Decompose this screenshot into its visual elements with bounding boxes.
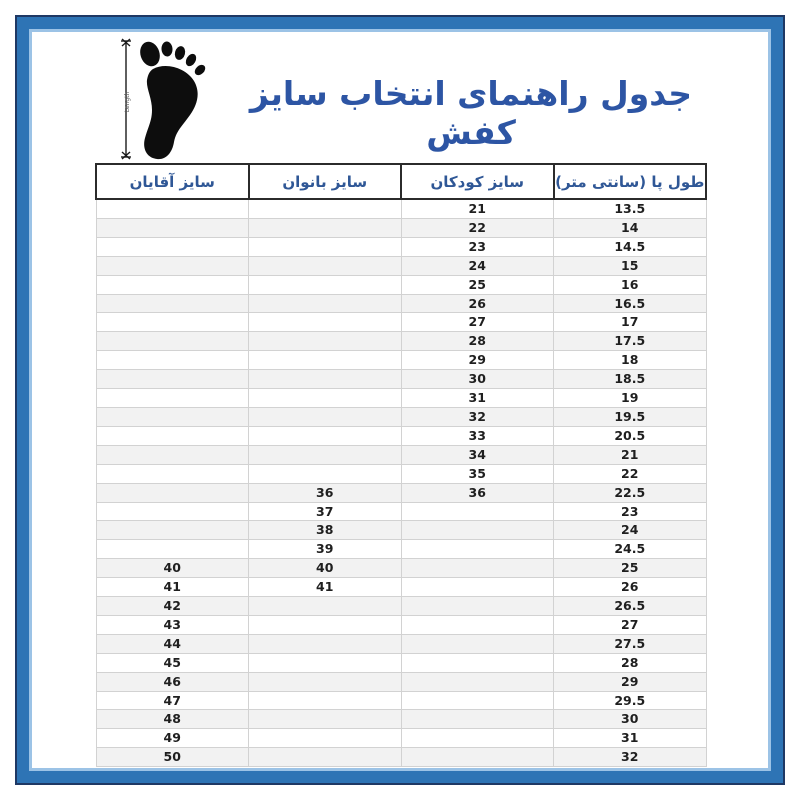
column-header-women-size: سایز بانوان bbox=[249, 164, 402, 199]
cell-men-size bbox=[96, 218, 249, 237]
table-row bbox=[96, 521, 706, 540]
cell-foot-length-cm: 21 bbox=[554, 445, 707, 464]
cell-women-size bbox=[249, 615, 402, 634]
table-row bbox=[96, 559, 706, 578]
table-row bbox=[96, 540, 706, 559]
cell-men-size bbox=[96, 199, 249, 218]
cell-women-size bbox=[249, 407, 402, 426]
cell-women-size bbox=[249, 691, 402, 710]
cell-kids-size: 33 bbox=[401, 426, 554, 445]
cell-women-size bbox=[249, 218, 402, 237]
cell-men-size bbox=[96, 502, 249, 521]
length-label: Length bbox=[124, 91, 131, 113]
table-row bbox=[96, 426, 706, 445]
cell-foot-length-cm: 18 bbox=[554, 351, 707, 370]
cell-women-size bbox=[249, 653, 402, 672]
cell-men-size bbox=[96, 521, 249, 540]
cell-women-size bbox=[249, 597, 402, 616]
cell-foot-length-cm: 23 bbox=[554, 502, 707, 521]
cell-women-size bbox=[249, 634, 402, 653]
table-row bbox=[96, 199, 706, 218]
cell-women-size: 37 bbox=[249, 502, 402, 521]
cell-foot-length-cm: 16.5 bbox=[554, 294, 707, 313]
cell-foot-length-cm: 13.5 bbox=[554, 199, 707, 218]
cell-women-size bbox=[249, 464, 402, 483]
cell-men-size bbox=[96, 445, 249, 464]
cell-men-size: 49 bbox=[96, 729, 249, 748]
cell-kids-size: 32 bbox=[401, 407, 554, 426]
cell-kids-size: 24 bbox=[401, 256, 554, 275]
cell-men-size bbox=[96, 370, 249, 389]
cell-women-size bbox=[249, 313, 402, 332]
cell-women-size bbox=[249, 445, 402, 464]
table-row bbox=[96, 578, 706, 597]
cell-men-size bbox=[96, 483, 249, 502]
table-row bbox=[96, 729, 706, 748]
cell-foot-length-cm: 19 bbox=[554, 389, 707, 408]
table-row bbox=[96, 502, 706, 521]
table-row bbox=[96, 294, 706, 313]
cell-men-size bbox=[96, 275, 249, 294]
cell-men-size: 42 bbox=[96, 597, 249, 616]
cell-men-size: 47 bbox=[96, 691, 249, 710]
cell-kids-size bbox=[401, 559, 554, 578]
table-header-row bbox=[96, 164, 706, 199]
cell-men-size bbox=[96, 237, 249, 256]
cell-foot-length-cm: 14.5 bbox=[554, 237, 707, 256]
cell-men-size bbox=[96, 426, 249, 445]
cell-kids-size bbox=[401, 578, 554, 597]
frame-blue-band bbox=[17, 17, 783, 783]
cell-foot-length-cm: 25 bbox=[554, 559, 707, 578]
cell-kids-size: 30 bbox=[401, 370, 554, 389]
table-head bbox=[96, 164, 706, 199]
cell-kids-size bbox=[401, 729, 554, 748]
cell-kids-size: 22 bbox=[401, 218, 554, 237]
cell-foot-length-cm: 31 bbox=[554, 729, 707, 748]
cell-foot-length-cm: 28 bbox=[554, 653, 707, 672]
cell-men-size bbox=[96, 294, 249, 313]
cell-kids-size bbox=[401, 653, 554, 672]
cell-men-size: 46 bbox=[96, 672, 249, 691]
content-area bbox=[32, 32, 768, 768]
column-header-foot-length-cm: طول پا (سانتی متر) bbox=[554, 164, 707, 199]
cell-men-size: 48 bbox=[96, 710, 249, 729]
column-header-men-size: سایز آقایان bbox=[96, 164, 249, 199]
cell-kids-size bbox=[401, 540, 554, 559]
cell-foot-length-cm: 24.5 bbox=[554, 540, 707, 559]
cell-women-size bbox=[249, 332, 402, 351]
table-row bbox=[96, 653, 706, 672]
cell-women-size: 36 bbox=[249, 483, 402, 502]
column-header-kids-size: سایز کودکان bbox=[401, 164, 554, 199]
cell-men-size bbox=[96, 407, 249, 426]
table-body bbox=[96, 199, 706, 767]
table-row bbox=[96, 672, 706, 691]
table-row bbox=[96, 445, 706, 464]
cell-kids-size bbox=[401, 672, 554, 691]
cell-men-size bbox=[96, 313, 249, 332]
cell-women-size bbox=[249, 426, 402, 445]
cell-women-size bbox=[249, 748, 402, 767]
cell-foot-length-cm: 19.5 bbox=[554, 407, 707, 426]
cell-kids-size: 34 bbox=[401, 445, 554, 464]
cell-women-size bbox=[249, 351, 402, 370]
cell-foot-length-cm: 24 bbox=[554, 521, 707, 540]
cell-foot-length-cm: 22.5 bbox=[554, 483, 707, 502]
cell-men-size: 44 bbox=[96, 634, 249, 653]
cell-women-size bbox=[249, 294, 402, 313]
cell-kids-size: 27 bbox=[401, 313, 554, 332]
cell-kids-size: 25 bbox=[401, 275, 554, 294]
footprint-icon bbox=[137, 39, 207, 159]
table-row bbox=[96, 407, 706, 426]
cell-men-size: 45 bbox=[96, 653, 249, 672]
cell-foot-length-cm: 22 bbox=[554, 464, 707, 483]
table-row bbox=[96, 710, 706, 729]
cell-women-size bbox=[249, 729, 402, 748]
cell-kids-size bbox=[401, 521, 554, 540]
table-row bbox=[96, 464, 706, 483]
cell-men-size bbox=[96, 389, 249, 408]
cell-foot-length-cm: 32 bbox=[554, 748, 707, 767]
decorative-frame bbox=[15, 15, 785, 785]
table-row bbox=[96, 483, 706, 502]
cell-kids-size bbox=[401, 710, 554, 729]
table-row bbox=[96, 218, 706, 237]
table-row bbox=[96, 332, 706, 351]
cell-foot-length-cm: 29 bbox=[554, 672, 707, 691]
cell-kids-size bbox=[401, 634, 554, 653]
cell-kids-size bbox=[401, 615, 554, 634]
cell-women-size bbox=[249, 199, 402, 218]
cell-foot-length-cm: 27 bbox=[554, 615, 707, 634]
cell-men-size bbox=[96, 256, 249, 275]
cell-kids-size: 29 bbox=[401, 351, 554, 370]
table-row bbox=[96, 615, 706, 634]
cell-men-size: 50 bbox=[96, 748, 249, 767]
cell-women-size bbox=[249, 710, 402, 729]
cell-foot-length-cm: 29.5 bbox=[554, 691, 707, 710]
cell-foot-length-cm: 17.5 bbox=[554, 332, 707, 351]
cell-men-size bbox=[96, 351, 249, 370]
table-row bbox=[96, 634, 706, 653]
table-row bbox=[96, 389, 706, 408]
cell-kids-size: 21 bbox=[401, 199, 554, 218]
cell-women-size: 39 bbox=[249, 540, 402, 559]
table-row bbox=[96, 237, 706, 256]
cell-foot-length-cm: 18.5 bbox=[554, 370, 707, 389]
cell-men-size: 40 bbox=[96, 559, 249, 578]
cell-foot-length-cm: 16 bbox=[554, 275, 707, 294]
cell-kids-size bbox=[401, 691, 554, 710]
cell-kids-size bbox=[401, 748, 554, 767]
cell-kids-size: 28 bbox=[401, 332, 554, 351]
cell-men-size: 41 bbox=[96, 578, 249, 597]
cell-women-size bbox=[249, 672, 402, 691]
table-row bbox=[96, 597, 706, 616]
table-row bbox=[96, 275, 706, 294]
cell-men-size bbox=[96, 332, 249, 351]
cell-women-size bbox=[249, 389, 402, 408]
table-row bbox=[96, 748, 706, 767]
cell-foot-length-cm: 17 bbox=[554, 313, 707, 332]
cell-kids-size: 35 bbox=[401, 464, 554, 483]
cell-men-size bbox=[96, 464, 249, 483]
cell-kids-size: 23 bbox=[401, 237, 554, 256]
cell-kids-size: 36 bbox=[401, 483, 554, 502]
cell-kids-size bbox=[401, 502, 554, 521]
cell-foot-length-cm: 26 bbox=[554, 578, 707, 597]
cell-foot-length-cm: 20.5 bbox=[554, 426, 707, 445]
size-guide-table bbox=[95, 163, 707, 767]
table-row bbox=[96, 370, 706, 389]
page-title: جدول راهنمای انتخاب سایز کفش bbox=[249, 74, 693, 152]
cell-men-size bbox=[96, 540, 249, 559]
table-row bbox=[96, 691, 706, 710]
foot-length-icon bbox=[112, 38, 224, 160]
cell-women-size: 41 bbox=[249, 578, 402, 597]
cell-women-size: 38 bbox=[249, 521, 402, 540]
cell-women-size: 40 bbox=[249, 559, 402, 578]
cell-women-size bbox=[249, 370, 402, 389]
cell-women-size bbox=[249, 275, 402, 294]
table-row bbox=[96, 256, 706, 275]
frame-inner-line bbox=[29, 29, 771, 771]
cell-kids-size bbox=[401, 597, 554, 616]
cell-women-size bbox=[249, 256, 402, 275]
cell-women-size bbox=[249, 237, 402, 256]
cell-foot-length-cm: 30 bbox=[554, 710, 707, 729]
cell-foot-length-cm: 27.5 bbox=[554, 634, 707, 653]
table-row bbox=[96, 351, 706, 370]
cell-foot-length-cm: 15 bbox=[554, 256, 707, 275]
cell-foot-length-cm: 26.5 bbox=[554, 597, 707, 616]
table-row bbox=[96, 313, 706, 332]
cell-men-size: 43 bbox=[96, 615, 249, 634]
cell-foot-length-cm: 14 bbox=[554, 218, 707, 237]
cell-kids-size: 31 bbox=[401, 389, 554, 408]
cell-kids-size: 26 bbox=[401, 294, 554, 313]
